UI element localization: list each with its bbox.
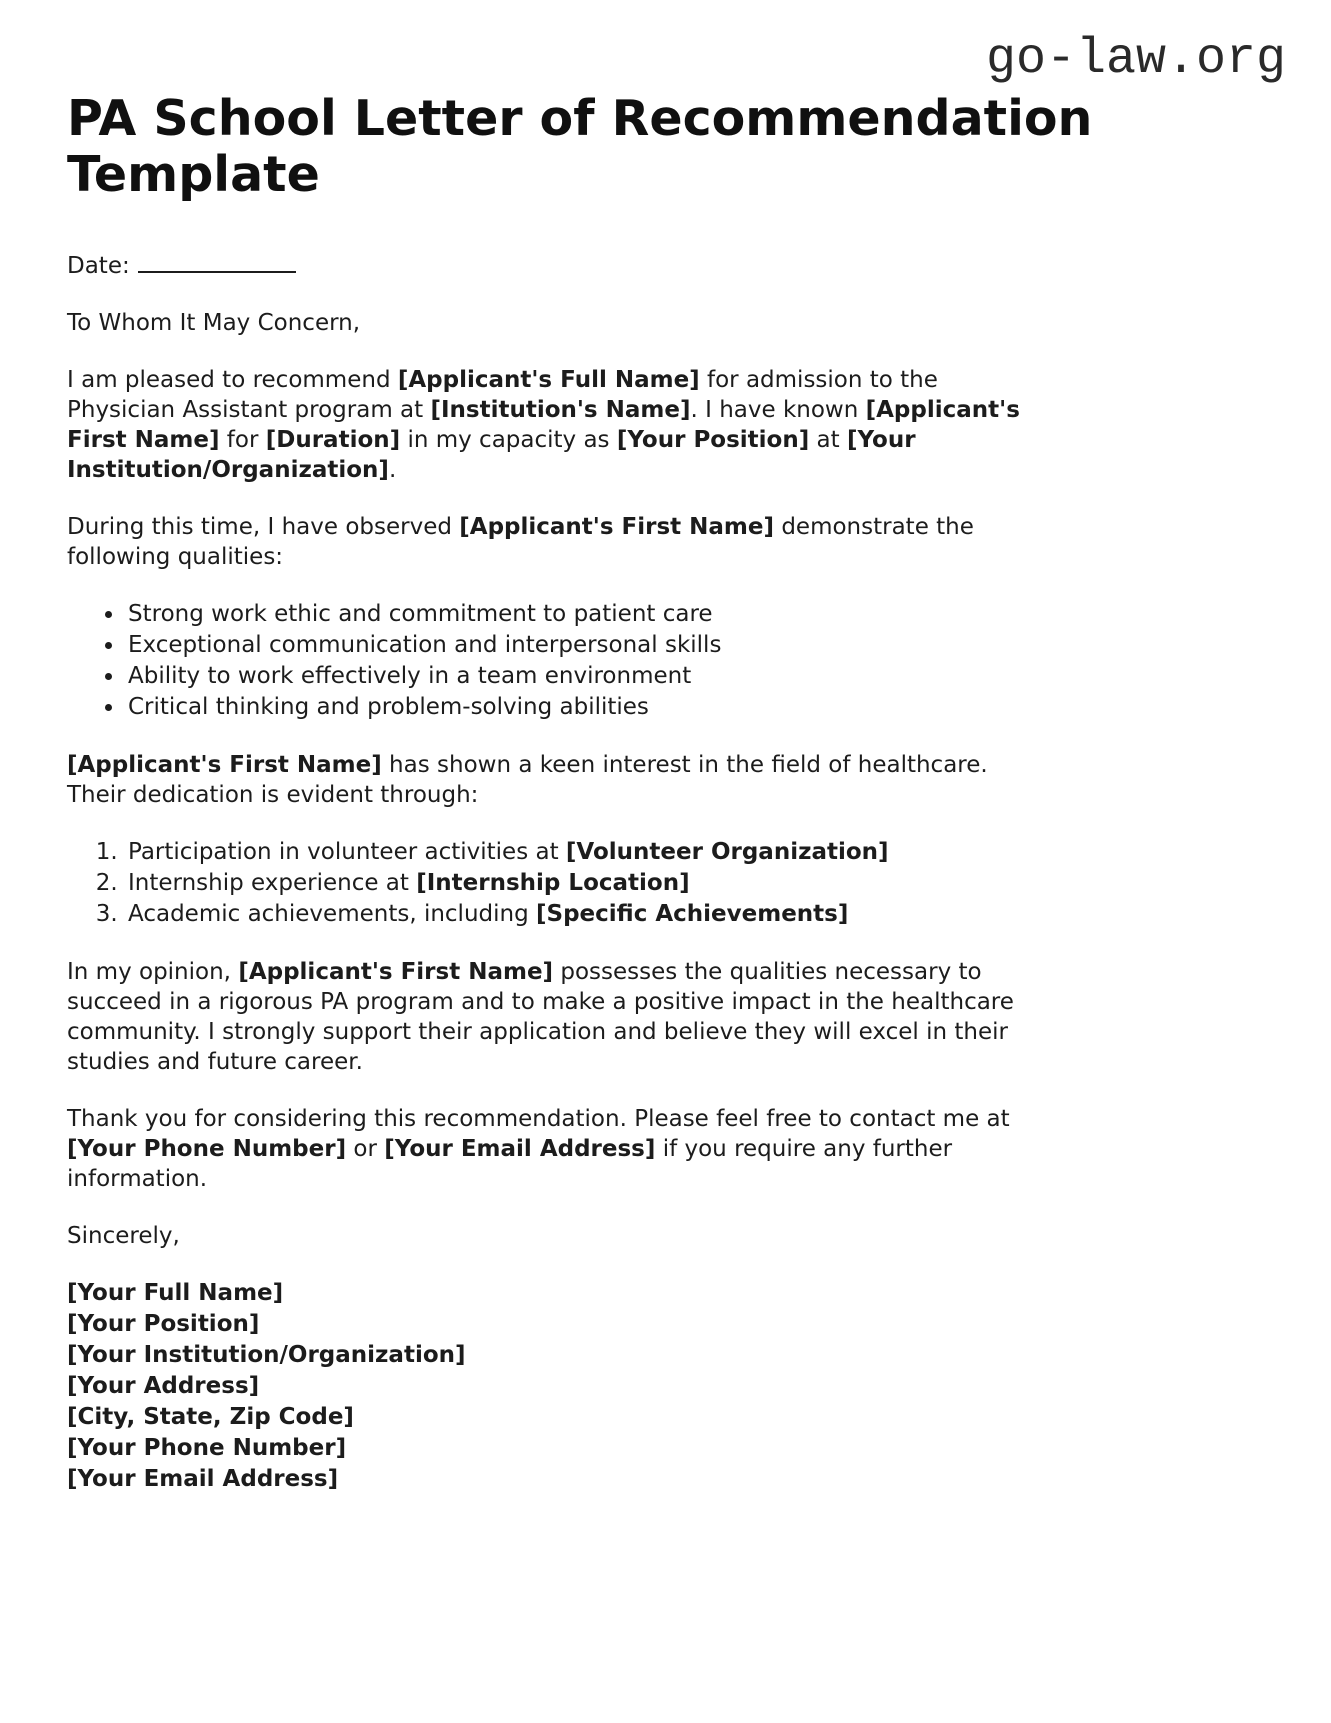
brand-logo: go-law.org: [985, 31, 1286, 88]
quality-item: • Strong work ethic and commitment to patient care: [125, 599, 1051, 630]
signature-line: [Your Full Name]: [67, 1280, 284, 1307]
signature-line: [City, State, Zip Code]: [67, 1404, 354, 1431]
observed-paragraph: During this time, I have observed [Applicant's First Name] demonstrate the following qualities:: [67, 514, 974, 571]
signature-line: [Your Position]: [67, 1311, 260, 1338]
opinion-paragraph: In my opinion, [Applicant's First Name] possesses the qualities necessary to succeed in a rigorous PA program and to make a positive impact in the healthcare community. I strongly support their application and believe they will excel in their studies and future career.: [67, 959, 1014, 1076]
thanks-paragraph: Thank you for considering this recommendation. Please feel free to contact me at [Your Phone Number] or [Your Email Address] if you require any further information.: [67, 1106, 1010, 1193]
interest-paragraph: [Applicant's First Name] has shown a keen interest in the field of healthcare. Their dedication is evident through:: [67, 752, 988, 809]
quality-item: • Ability to work effectively in a team environment: [125, 661, 1051, 692]
dedication-item: 1. Participation in volunteer activities at [Volunteer Organization]: [125, 837, 1051, 868]
letter-body: [67, 248, 1051, 1495]
dedication-item: 2. Internship experience at [Internship Location]: [125, 868, 1051, 899]
intro-paragraph: I am pleased to recommend [Applicant's Full Name] for admission to the Physician Assistant program at [Institution's Name]. I have known [Applicant's First Name] for [Duration] in my capacity as [Your Position] at [Your Institution/Organization].: [67, 367, 1020, 484]
closing-salutation: Sincerely,: [67, 1223, 180, 1250]
signature-block: [67, 1278, 1051, 1495]
date-blank-line: [138, 248, 296, 273]
page-title: PA School Letter of Recommendation Template: [67, 89, 1093, 204]
quality-item: • Exceptional communication and interpersonal skills: [125, 630, 1051, 661]
date-label: Date:: [67, 253, 130, 280]
signature-line: [Your Phone Number]: [67, 1435, 347, 1462]
salutation: To Whom It May Concern,: [67, 310, 361, 337]
dedication-item: 3. Academic achievements, including [Specific Achievements]: [125, 899, 1051, 930]
qualities-list: [67, 599, 1051, 723]
dedication-list: [67, 837, 1051, 930]
quality-item: • Critical thinking and problem-solving abilities: [125, 692, 1051, 723]
signature-line: [Your Email Address]: [67, 1466, 339, 1493]
signature-line: [Your Address]: [67, 1373, 260, 1400]
date-line: [67, 248, 1051, 281]
signature-line: [Your Institution/Organization]: [67, 1342, 466, 1369]
